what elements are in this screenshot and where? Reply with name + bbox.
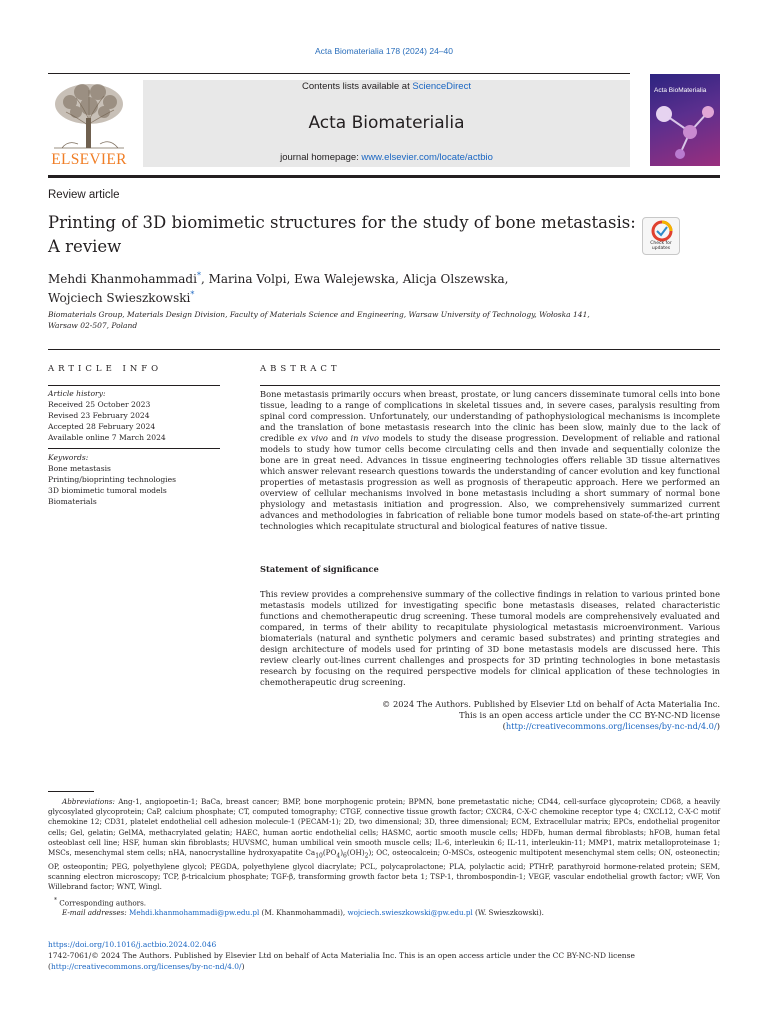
header-top-rule — [48, 73, 630, 74]
doi-link[interactable]: https://doi.org/10.1016/j.actbio.2024.02.046 — [48, 940, 217, 949]
abbreviations-text-d: (OH) — [346, 848, 365, 858]
corresponding-author-mark[interactable]: * — [196, 271, 201, 280]
abbreviations-text-b: (PO — [322, 848, 337, 858]
keyword-item: Biomaterials — [48, 497, 97, 506]
history-received: Received 25 October 2023 — [48, 400, 151, 409]
bottom-license-open-paren: ( — [48, 961, 51, 971]
formula-subscript: 2 — [364, 852, 369, 860]
author-swieszkowski[interactable]: Wojciech Swieszkowski — [48, 291, 191, 305]
sciencedirect-link[interactable]: ScienceDirect — [412, 81, 471, 92]
email-name-1: (M. Khanmohammadi), — [259, 908, 348, 917]
abstract-em-ex-vivo: ex vivo — [297, 433, 328, 443]
license-line — [260, 721, 720, 732]
article-info-heading: ARTICLE INFO — [48, 364, 163, 374]
bottom-license-line — [48, 962, 720, 973]
contents-available-line — [143, 81, 630, 92]
issn-copyright-line — [48, 951, 720, 972]
footnote-rule — [48, 791, 94, 792]
formula-subscript: 6 — [343, 852, 347, 860]
keyword-item: Printing/bioprinting technologies — [48, 475, 176, 484]
license-open-paren: ( — [502, 721, 506, 731]
author-affiliation: Biomaterials Group, Materials Design Division, Faculty of Materials Science and Engineering, Warsaw University of Technology, Wołoska 141, Warsaw 02-507, Poland — [48, 310, 590, 330]
article-type: Review article — [48, 189, 120, 201]
license-close-paren: ) — [716, 721, 720, 731]
author-khanmohammadi[interactable]: Mehdi Khanmohammadi — [48, 272, 197, 286]
abstract-rule — [260, 385, 720, 386]
cover-title: Acta BioMaterialia — [654, 87, 707, 94]
abbreviations-text-c: ) — [340, 848, 344, 858]
abstract-copyright — [260, 699, 720, 732]
journal-homepage-link[interactable]: www.elsevier.com/locate/actbio — [361, 152, 493, 163]
corresponding-authors-text: Corresponding authors. — [57, 898, 147, 908]
keywords-label: Keywords: — [48, 453, 89, 462]
check-updates-label: Check for updates — [650, 241, 672, 251]
abbreviations-text-e: ); OC, osteocalcein; O-MSCs, osteogenic multipotent mesenchymal stem cells; ON, osteonectin; OP, osteopontin; PEG, polyethylene glycol; PEGDA, polyethylene glycol diacrylate; PCL, polycaprolactone; PLA, polylactic acid; PTHrP, parathyroid hormone-related protein; SEM, scanning electron microscopy; TCP, β-tricalcium phosphate; TGF-β, transforming growth factor beta 1; TSP-1, thrombospondin-1; VEGF, vascular endothelial growth factor; vWF, Von Willebrand factor; WNT, Wingl. — [48, 848, 721, 892]
history-revised: Revised 23 February 2024 — [48, 411, 150, 420]
statement-of-significance-body: This review provides a comprehensive summary of the collective findings in relation to various printed bone metastasis models utilized for investigating specific bone metastasis diseases, related characteristic functions and chemotherapeutic drug screening. These tumoral models are comprehensively evaluated and compared, in terms of their ability to recapitulate physiological metastasis microenvironment. Various biomaterials (natural and synthetic polymers and ceramic based substrates) and printing strategies and design architecture of models used for printing of 3D bone metastasis models are discussed here. This review clearly out-lines current challenges and prospects for 3D printing technologies in bone metastasis research by focusing on the required perspective models for clinical application of these technologies in chemotherapeutic drug screening. — [260, 589, 720, 687]
copyright-line-1: © 2024 The Authors. Published by Elsevier Ltd on behalf of Acta Materialia Inc. — [382, 699, 720, 709]
email-link-khanmohammadi[interactable]: Mehdi.khanmohammadi@pw.edu.pl — [129, 908, 260, 917]
corresponding-authors-footnote — [48, 896, 720, 908]
abstract-text-b: and — [327, 433, 351, 443]
check-for-updates-button[interactable] — [642, 217, 680, 255]
author-list — [48, 268, 648, 306]
abstract-heading: ABSTRACT — [260, 364, 341, 374]
formula-subscript: 4 — [336, 852, 341, 860]
corresponding-footnote-mark: * — [54, 897, 57, 904]
abstract-text-a: Bone metastasis primarily occurs when breast, prostate, or lung cancers disseminate tumoral cells into bone tissue, leading to a range of complications in skeletal tissues and, in severe cases, paralysis resulting from spinal cord compression. Unfortunately, our understanding of pathophysiological mechanisms is incomplete and the translation of bone metastasis research into the clinic has been slow, mainly due to the lack of credible — [260, 389, 720, 443]
formula-subscript: 10 — [315, 852, 323, 860]
abstract-text-c: models to study the disease progression. Development of reliable and rational models to study how tumor cells become circulating cells and then invade and sequentially colonize the bone are in great need. Advances in tissue engineering technologies offers reliable 3D tissue alternatives which answer relevant research questions towards the understanding of cancer evolution and key functional properties of metastasis progression as well as prognosis of therapeutic approach. Here we performed an overview of cellular mechanisms involved in bone metastasis including a short summary of normal bone physiology and metastasis initiation and progression. Also, we comprehensively summarized current advances and methodologies in fabrication of reliable bone tumor models based on state-of-the-art printing technologies which recapitulate structural and biological features of native tissue. — [260, 433, 721, 531]
abbreviations-text-a: Ang-1, angiopoetin-1; BaCa, breast cancer; BMP, bone morphogenic protein; BPMN, bone premetastatic niche; CD44, cell-surface glycoprotein; CD68, a heavily glycosylated glycoprotein; CaP, calcium phosphate; CT, computed tomography; CTGF, connective tissue growth factor; CXCR4, C-X-C chemokine receptor type 4; CXCL12, C-X-C motif chemokine 12; CD31, platelet endothelial cell adhesion molecule-1 (PECAM-1); 2D, two dimensional; 3D, three dimensional; ECM, Extracellular matrix; EPCs, endothelial progenitor cells; Gel, gelatin; GelMA, methacrylated gelatin; HAEC, human aortic endothelial cells; HASMC, aortic smooth muscle cells; HDFb, human dermal fibroblasts; hFOB, human fetal osteoblast cell line; HSF, human skin fibroblasts; HUVSMC, human umbilical vein smooth muscle cells; IL-6, interleukin 6; IL-11, interleukin-11; MMP1, matrix metalloproteinase 1; MSCs, mesenchymal stem cells; nHA, nanocrystalline hydroxyapatite Ca — [48, 797, 720, 858]
keyword-item: Bone metastasis — [48, 464, 111, 473]
abbreviations-label: Abbreviations: — [62, 797, 115, 806]
copyright-line-2: This is an open access article under the CC BY-NC-ND license — [459, 710, 720, 720]
history-accepted: Accepted 28 February 2024 — [48, 422, 156, 431]
elsevier-wordmark: ELSEVIER — [51, 151, 127, 168]
header-bottom-rule — [48, 175, 720, 178]
article-history-label: Article history: — [48, 389, 106, 398]
keyword-item: 3D biomimetic tumoral models — [48, 486, 167, 495]
article-history — [48, 388, 223, 443]
section-divider — [48, 349, 720, 350]
contents-prefix: Contents lists available at — [302, 81, 413, 92]
journal-homepage-line — [143, 152, 630, 163]
author-list-middle: , Marina Volpi, Ewa Walejewska, Alicja Olszewska, — [200, 272, 509, 286]
issn-text: 1742-7061/© 2024 The Authors. Published by Elsevier Ltd on behalf of Acta Materialia Inc. This is an open access article under the CC BY-NC-ND license — [48, 951, 635, 960]
keywords-rule — [48, 448, 220, 449]
corresponding-author-mark[interactable]: * — [190, 290, 195, 299]
cc-license-link[interactable]: http://creativecommons.org/licenses/by-nc-nd/4.0/ — [505, 721, 717, 731]
tree-logo-icon — [48, 80, 130, 150]
bottom-cc-license-link[interactable]: http://creativecommons.org/licenses/by-nc-nd/4.0/ — [50, 961, 242, 971]
keywords-block — [48, 452, 223, 507]
journal-citation-link[interactable]: Acta Biomaterialia 178 (2024) 24–40 — [315, 46, 453, 56]
bottom-license-close-paren: ) — [241, 961, 245, 971]
email-name-2: (W. Swieszkowski). — [472, 908, 544, 917]
history-online: Available online 7 March 2024 — [48, 433, 166, 442]
article-title: Printing of 3D biomimetic structures for the study of bone metastasis: A review — [48, 213, 636, 256]
abstract-em-in-vivo: in vivo — [350, 433, 379, 443]
journal-cover-thumbnail[interactable] — [650, 74, 720, 166]
abstract-body — [260, 389, 720, 532]
email-label: E-mail addresses: — [62, 908, 127, 917]
email-link-swieszkowski[interactable]: wojciech.swieszkowski@pw.edu.pl — [347, 908, 473, 917]
homepage-prefix: journal homepage: — [280, 152, 362, 163]
email-footnote — [48, 908, 720, 918]
abbreviations-footnote — [48, 797, 720, 892]
article-info-rule — [48, 385, 220, 386]
statement-of-significance-heading: Statement of significance — [260, 564, 379, 574]
journal-title: Acta Biomaterialia — [308, 113, 465, 133]
